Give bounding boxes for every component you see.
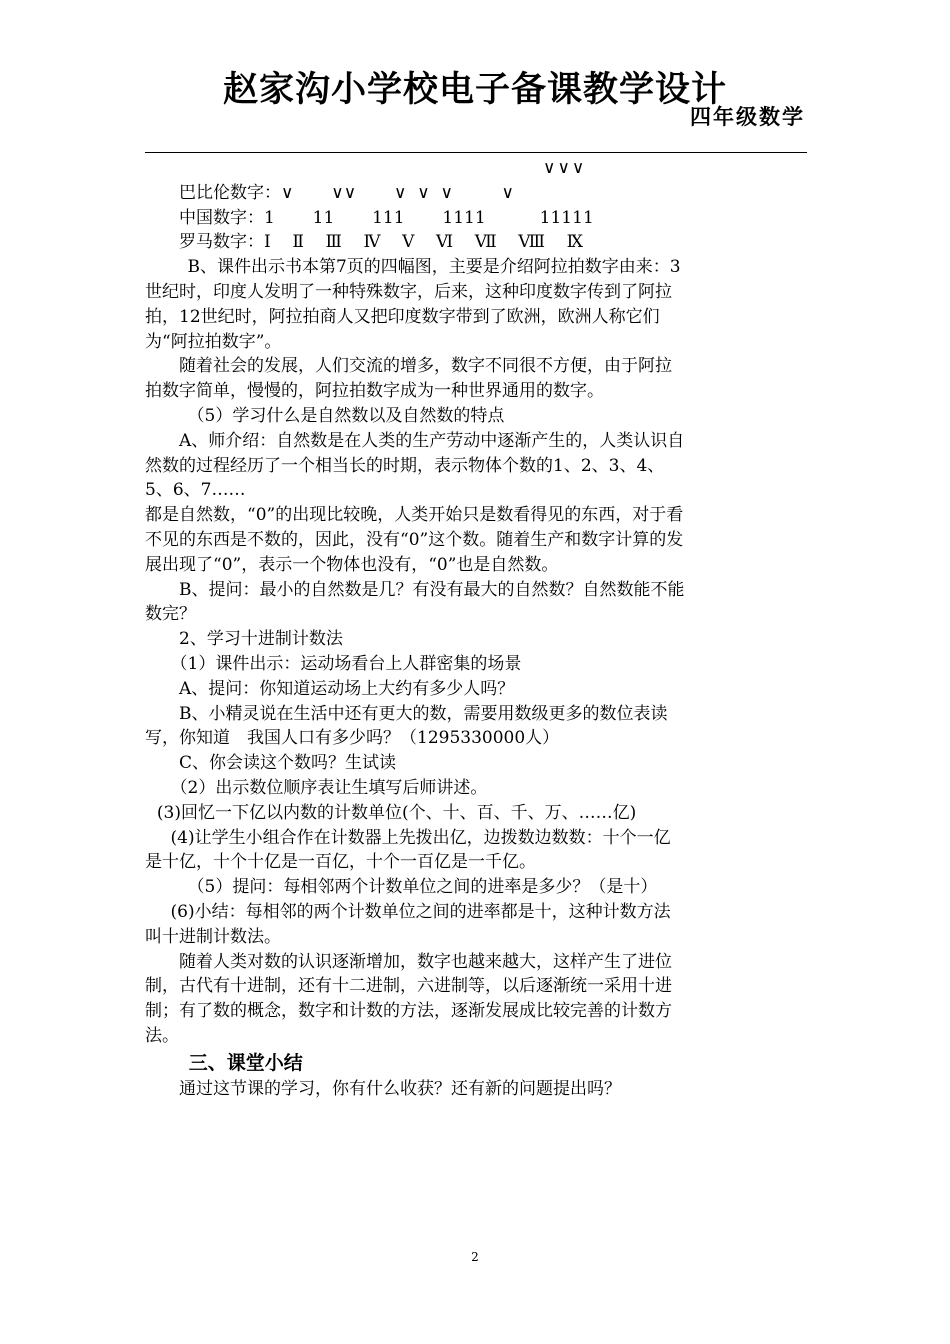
header-divider bbox=[145, 152, 807, 153]
question-read-number: C、你会读这个数吗？生试读 bbox=[179, 753, 397, 774]
paragraph-arabic-origin: B、课件出示书本第7页的四幅图，主要是介绍阿拉拍数字由来：3世纪时，印度人发明了一种特殊数字，后来，这种印度数字传到了阿拉拍，12世纪时，阿拉拍商人又把印度数字带到了欧洲，欧洲人称它们为“阿拉拍数字”。 bbox=[145, 257, 681, 352]
paragraph-zero-history: 都是自然数，“0”的出现比较晚，人类开始只是数看得见的东西，对于看不见的东西是不数的，因此，没有“0”这个数。随着生产和数字计算的发展出现了“0”，表示一个物体也没有，“0”也是自然数。 bbox=[145, 505, 684, 575]
question-stadium-count: A、提问：你知道运动场上大约有多少人吗？ bbox=[179, 678, 515, 699]
step-natural-numbers-heading: （5）学习什么是自然数以及自然数的特点 bbox=[187, 405, 505, 426]
paragraph-natural-numbers-question: B、提问：最小的自然数是几？有没有最大的自然数？自然数能不能数完？ bbox=[145, 579, 685, 625]
step-stadium-scene: （1）课件出示：运动场看台上人群密集的场景 bbox=[170, 653, 522, 674]
babylon-numeral-top-row: ∨∨∨ bbox=[543, 158, 587, 178]
paragraph-arabic-spread: 随着社会的发展，人们交流的增多，数字不同很不方便，由于阿拉拍数字简单，慢慢的，阿拉拍数字成为一种世界通用的数字。 bbox=[145, 356, 672, 402]
document-title: 赵家沟小学校电子备课教学设计 bbox=[222, 70, 727, 110]
babylon-numerals-line: 巴比伦数字：∨ ∨∨ ∨ ∨ ∨ ∨ bbox=[179, 182, 515, 203]
grade-subject-label: 四年级数学 bbox=[690, 105, 805, 129]
step-place-value-table: （2）出示数位顺序表让生填写后师讲述。 bbox=[170, 777, 488, 798]
step-summary-decimal: (6)小结：每相邻的两个计数单位之间的进率都是十，这种计数方法叫十进制计数法。 bbox=[145, 901, 671, 947]
page-number: 2 bbox=[471, 1250, 479, 1264]
class-summary-text: 通过这节课的学习，你有什么收获？还有新的问题提出吗？ bbox=[179, 1078, 621, 1099]
step-abacus-activity: (4)让学生小组合作在计数器上先拨出亿，边拨数边数数：十个一亿是十亿，十个十亿是一百亿，十个一百亿是一千亿。 bbox=[145, 827, 671, 873]
step-recall-units: (3)回忆一下亿以内数的计数单位(个、十、百、千、万、……亿) bbox=[156, 802, 637, 823]
paragraph-population: B、小精灵说在生活中还有更大的数，需要用数级更多的数位表读写，你知道 我国人口有多少吗？（1295330000人） bbox=[145, 703, 668, 749]
chinese-numerals-line: 中国数字：1 11 111 1111 11111 bbox=[179, 207, 594, 228]
lesson-body bbox=[145, 156, 685, 1101]
class-summary-heading: 三、课堂小结 bbox=[188, 1051, 303, 1074]
paragraph-natural-numbers-intro: A、师介绍：自然数是在人类的生产劳动中逐渐产生的，人类认识自然数的过程经历了一个相当长的时期，表示物体个数的1、2、3、4、5、6、7…… bbox=[145, 430, 685, 501]
paragraph-number-systems: 随着人类对数的认识逐渐增加，数字也越来越大，这样产生了进位制，古代有十进制，还有十二进制，六进制等，以后逐渐统一采用十进制；有了数的概念，数字和计数的方法，逐渐发展成比较完善的计数方法。 bbox=[145, 951, 672, 1046]
roman-numerals-line: 罗马数字：Ⅰ Ⅱ Ⅲ Ⅳ Ⅴ Ⅵ Ⅶ Ⅷ Ⅸ bbox=[179, 232, 584, 253]
step-ratio-question: （5）提问：每相邻两个计数单位之间的进率是多少？（是十） bbox=[187, 877, 658, 898]
section-decimal-system-heading: 2、学习十进制计数法 bbox=[179, 629, 343, 650]
